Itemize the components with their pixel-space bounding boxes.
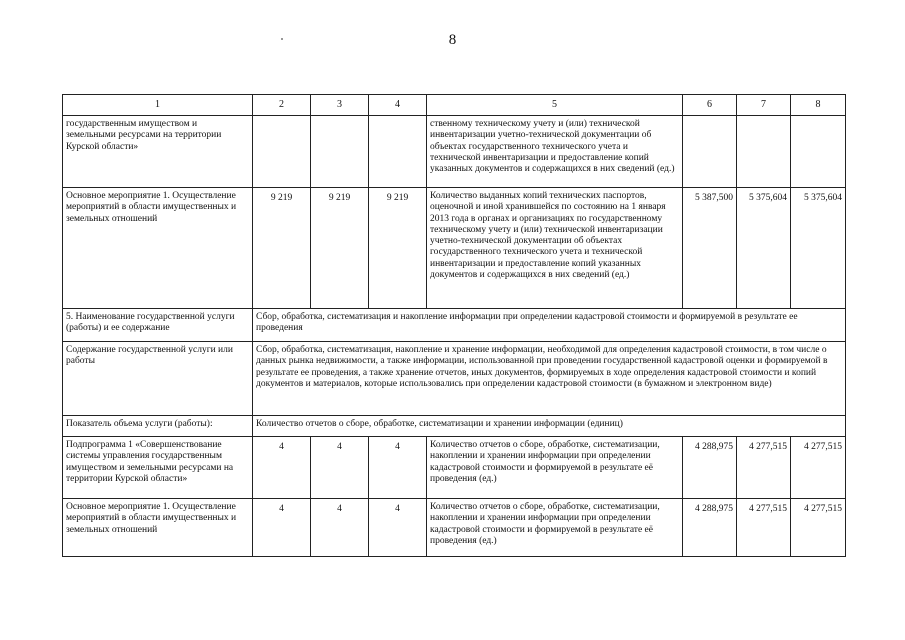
value-col3: 4 <box>311 437 369 499</box>
section-label: 5. Наименование государственной услуги (работы) и ее содержание <box>63 309 253 342</box>
value-col8: 5 375,604 <box>791 188 846 309</box>
row-name: Основное мероприятие 1. Осуществление мероприятий в области имущественных и земельных отношений <box>63 499 253 557</box>
section-text: Количество отчетов о сборе, обработке, систематизации и хранении информации (единиц) <box>253 416 846 437</box>
indicator-cell: Количество выданных копий технических паспортов, оценочной и иной хранившейся по состоянию на 1 января 2013 года в органах и организациях по государственному техническому учету и (или) технической инвентаризации учетно-технической документации об объектах государственного технического учета и технической инвентаризации и предоставление копий указанных документов и содержащихся в них сведений (ед.) <box>427 188 683 309</box>
empty-cell <box>737 116 791 188</box>
page-number: 8 <box>448 32 457 48</box>
header-cell: 1 <box>63 95 253 116</box>
value-col6: 5 387,500 <box>683 188 737 309</box>
empty-cell <box>311 116 369 188</box>
section-text: Сбор, обработка, систематизация, накопление и хранение информации, необходимой для определения кадастровой стоимости, в том числе о данных рынка недвижимости, а также информации, использованной при проведении государственной кадастровой оценки и формируемой в результате ее проведения, а также хранение отчетов, иных документов, формируемых в ходе определения кадастровой стоимости и копий документов и материалов, которые использовались при определении кадастровой стоимости (в бумажном и электронном виде) <box>253 342 846 416</box>
value-col2: 4 <box>253 437 311 499</box>
value-col3: 4 <box>311 499 369 557</box>
value-col8: 4 277,515 <box>791 437 846 499</box>
table-row <box>63 116 846 188</box>
header-cell: 3 <box>311 95 369 116</box>
header-cell: 7 <box>737 95 791 116</box>
value-col4: 9 219 <box>369 188 427 309</box>
budget-table <box>62 94 846 557</box>
empty-cell <box>683 116 737 188</box>
header-cell: 2 <box>253 95 311 116</box>
row-name: Основное мероприятие 1. Осуществление мероприятий в области имущественных и земельных отношений <box>63 188 253 309</box>
value-col7: 5 375,604 <box>737 188 791 309</box>
value-col6: 4 288,975 <box>683 437 737 499</box>
indicator-cell: Количество отчетов о сборе, обработке, систематизации, накоплении и хранении информации при определении кадастровой стоимости и формируемой в результате её проведения (ед.) <box>427 499 683 557</box>
table-header-row <box>63 95 846 116</box>
row-name: Подпрограмма 1 «Совершенствование системы управления государственным имуществом и земельными ресурсами на территории Курской области» <box>63 437 253 499</box>
scan-speck <box>281 38 283 40</box>
section-text: Сбор, обработка, систематизация и накопление информации при определении кадастровой стоимости и формируемой в результате ее проведения <box>253 309 846 342</box>
header-cell: 8 <box>791 95 846 116</box>
table-row <box>63 188 846 309</box>
empty-cell <box>791 116 846 188</box>
value-col3: 9 219 <box>311 188 369 309</box>
section-label: Содержание государственной услуги или работы <box>63 342 253 416</box>
table-row <box>63 309 846 342</box>
empty-cell <box>253 116 311 188</box>
table-row <box>63 342 846 416</box>
header-cell: 6 <box>683 95 737 116</box>
indicator-cell: ственному техническому учету и (или) технической инвентаризации учетно-технической документации об объектах государственного технического учета и технической инвентаризации и предоставление копий указанных документов и содержащихся в них сведений (ед.) <box>427 116 683 188</box>
value-col7: 4 277,515 <box>737 499 791 557</box>
value-col2: 4 <box>253 499 311 557</box>
empty-cell <box>369 116 427 188</box>
value-col8: 4 277,515 <box>791 499 846 557</box>
value-col6: 4 288,975 <box>683 499 737 557</box>
table-row <box>63 437 846 499</box>
table-row <box>63 416 846 437</box>
section-label: Показатель объема услуги (работы): <box>63 416 253 437</box>
value-col4: 4 <box>369 437 427 499</box>
value-col7: 4 277,515 <box>737 437 791 499</box>
value-col4: 4 <box>369 499 427 557</box>
header-cell: 4 <box>369 95 427 116</box>
table-row <box>63 499 846 557</box>
row-name: государственным имуществом и земельными ресурсами на территории Курской области» <box>63 116 253 188</box>
value-col2: 9 219 <box>253 188 311 309</box>
header-cell: 5 <box>427 95 683 116</box>
indicator-cell: Количество отчетов о сборе, обработке, систематизации, накоплении и хранении информации при определении кадастровой стоимости и формируемой в результате её проведения (ед.) <box>427 437 683 499</box>
